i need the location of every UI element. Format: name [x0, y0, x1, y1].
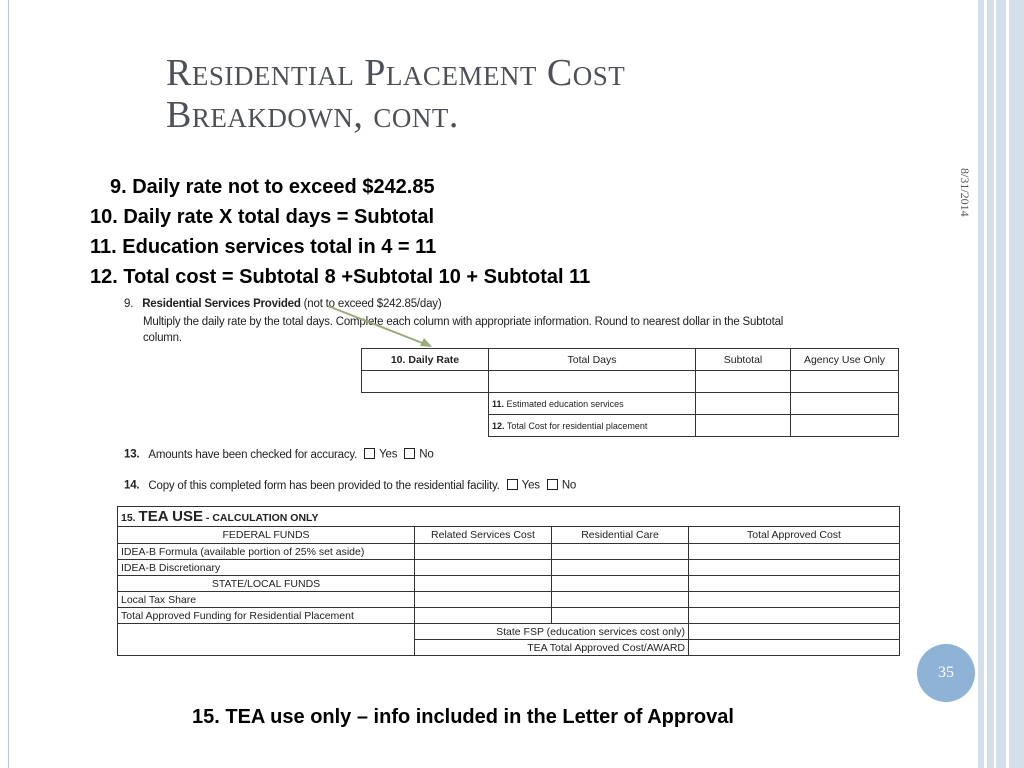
- no-checkbox[interactable]: [547, 479, 558, 490]
- agency-use-header: Agency Use Only: [791, 349, 899, 371]
- table-row: [118, 544, 900, 560]
- residential-care-header: Residential Care: [552, 527, 689, 544]
- daily-rate-table: [361, 348, 899, 437]
- total-days-cell: [489, 371, 696, 393]
- agency-use-cell: [791, 371, 899, 393]
- table-row: [118, 624, 900, 640]
- item9-number: 9.: [124, 298, 134, 310]
- state-fsp-label: State FSP (education services cost only): [415, 624, 689, 640]
- related-services-header: Related Services Cost: [415, 527, 552, 544]
- table-row: [118, 527, 900, 544]
- numbered-points: [90, 172, 590, 292]
- education-subtotal-cell: [696, 393, 791, 415]
- table-row: [118, 576, 900, 592]
- item9-description-line1: Multiply the daily rate by the total days. Complete each column with appropriate information. Round to nearest dollar in the Subtotal: [143, 316, 784, 328]
- local-tax-share-label: Local Tax Share: [118, 592, 415, 608]
- table-row: [118, 560, 900, 576]
- title-line-2: Breakdown, cont.: [166, 94, 459, 136]
- table-row: [362, 415, 899, 437]
- total-funding-label: Total Approved Funding for Residential Placement: [118, 608, 415, 624]
- item9-label: Residential Services Provided: [142, 298, 301, 310]
- item13-text: Amounts have been checked for accuracy.: [148, 448, 358, 461]
- point-12: 12. Total cost = Subtotal 8 +Subtotal 10 + Subtotal 11: [90, 266, 591, 288]
- left-border-line: [8, 0, 9, 768]
- table-row: [362, 349, 899, 371]
- table-row: [362, 393, 899, 415]
- yes-checkbox[interactable]: [507, 479, 518, 490]
- right-decorative-band: [978, 0, 1024, 768]
- total-cost-agency-cell: [791, 415, 899, 437]
- tea-use-header: 15. TEA USE - CALCULATION ONLY: [118, 507, 900, 527]
- state-local-funds-header: STATE/LOCAL FUNDS: [118, 576, 415, 592]
- total-days-header: Total Days: [489, 349, 696, 371]
- point-10: 10. Daily rate X total days = Subtotal: [90, 206, 435, 228]
- item9-note: (not to exceed $242.85/day): [303, 298, 442, 310]
- subtotal-cell: [696, 371, 791, 393]
- point-11: 11. Education services total in 4 = 11: [90, 236, 437, 258]
- tea-award-label: TEA Total Approved Cost/AWARD: [415, 640, 689, 656]
- education-agency-cell: [791, 393, 899, 415]
- subtotal-header: Subtotal: [696, 349, 791, 371]
- form-item-14: 14. Copy of this completed form has been provided to the residential facility. Yes No: [124, 479, 577, 492]
- point-9: 9. Daily rate not to exceed $242.85: [110, 176, 435, 198]
- title-line-1: Residential Placement Cost: [166, 52, 626, 94]
- table-row: [118, 608, 900, 624]
- total-cost-subtotal-cell: [696, 415, 791, 437]
- table-row: [362, 371, 899, 393]
- ideab-formula-label: IDEA-B Formula (available portion of 25% set aside): [118, 544, 415, 560]
- table-row: [118, 507, 900, 527]
- form-item-13: 13. Amounts have been checked for accuracy. Yes No: [124, 448, 434, 461]
- tea-use-table: [117, 506, 900, 656]
- footer-note: 15. TEA use only – info included in the Letter of Approval: [192, 706, 734, 728]
- table-row: [118, 592, 900, 608]
- item9-description-line2: column.: [143, 332, 182, 344]
- ideab-discretionary-label: IDEA-B Discretionary: [118, 560, 415, 576]
- daily-rate-cell: [362, 371, 489, 393]
- page-number-badge: 35: [917, 644, 975, 702]
- slide-title: [166, 52, 886, 136]
- daily-rate-header: 10. Daily Rate: [362, 349, 489, 371]
- item14-text: Copy of this completed form has been provided to the residential facility.: [148, 479, 500, 492]
- yes-checkbox[interactable]: [364, 448, 375, 459]
- no-checkbox[interactable]: [404, 448, 415, 459]
- slide-date: 8/31/2014: [958, 168, 972, 217]
- total-approved-header: Total Approved Cost: [689, 527, 900, 544]
- total-cost-label: 12. Total Cost for residential placement: [489, 415, 696, 437]
- federal-funds-header: FEDERAL FUNDS: [118, 527, 415, 544]
- estimated-education-label: 11. Estimated education services: [489, 393, 696, 415]
